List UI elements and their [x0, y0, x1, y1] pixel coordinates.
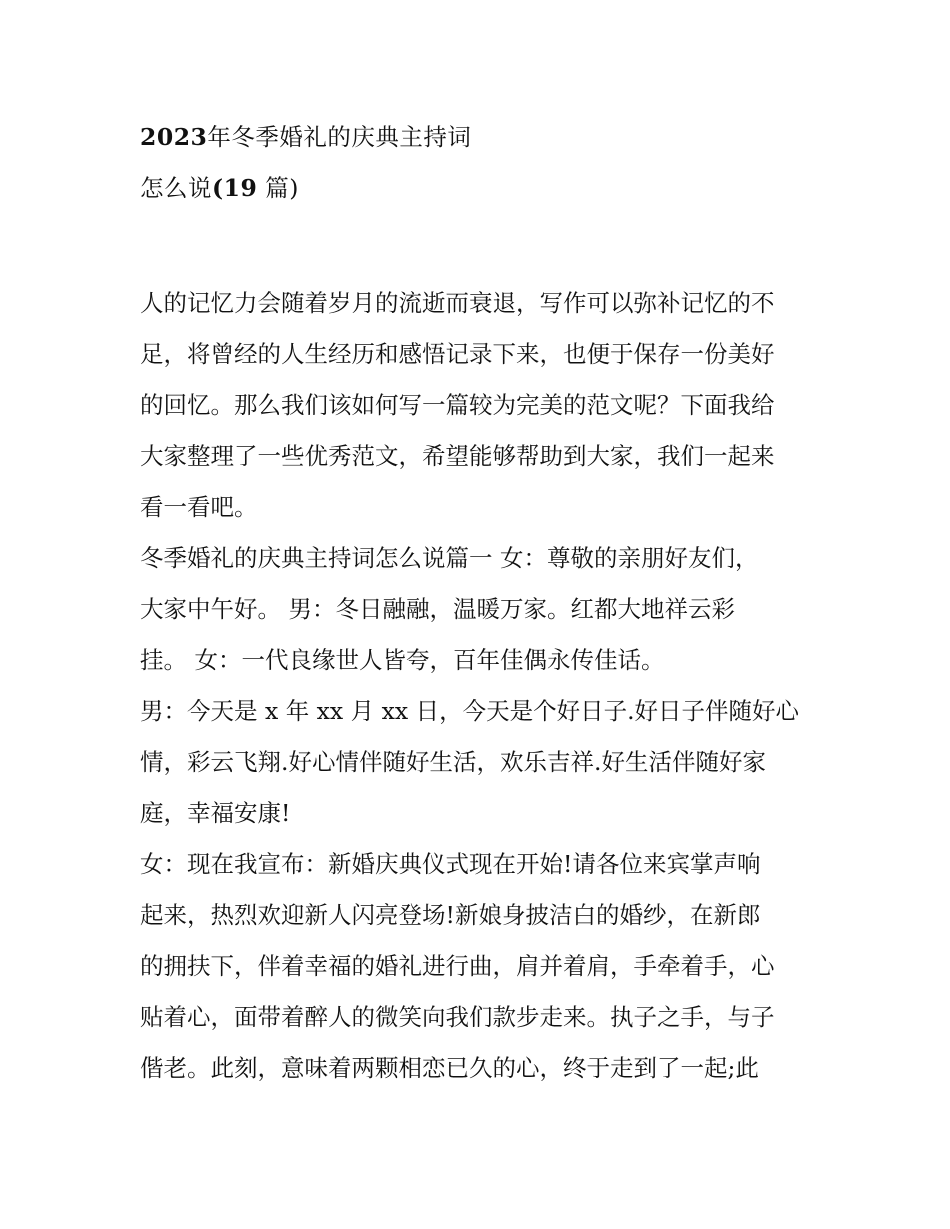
- text-line: 男：今天是 x 年 xx 月 xx 日，今天是个好日子.好日子伴随好心: [140, 697, 800, 725]
- title-text-1: 年冬季婚礼的庆典主持词: [207, 123, 472, 151]
- text-line: 看一看吧。: [140, 493, 258, 521]
- text-line: 大家整理了一些优秀范文，希望能够帮助到大家，我们一起来: [140, 442, 775, 470]
- text-line: 女：现在我宣布：新婚庆典仪式现在开始!请各位来宾掌声响: [140, 850, 761, 878]
- text-line: 大家中午好。 男：冬日融融，温暖万家。红都大地祥云彩: [140, 595, 735, 623]
- text-line: 偕老。此刻，意味着两颗相恋已久的心，终于走到了一起;此: [140, 1054, 759, 1082]
- paragraph-male-host: [140, 686, 820, 839]
- text-line: 庭，幸福安康!: [140, 799, 291, 827]
- title-line-2: [140, 163, 830, 214]
- document-body: [140, 278, 820, 1094]
- title-year: 2023: [140, 123, 208, 151]
- text-line: 贴着心，面带着醉人的微笑向我们款步走来。执子之手，与子: [140, 1003, 775, 1031]
- text-line: 足，将曾经的人生经历和感悟记录下来，也便于保存一份美好: [140, 340, 775, 368]
- paragraph-female-host: [140, 839, 820, 1094]
- text-line: 起来，热烈欢迎新人闪亮登场!新娘身披洁白的婚纱，在新郎: [140, 901, 761, 929]
- title-text-2: 怎么说: [140, 174, 212, 202]
- title-line-1: [140, 112, 830, 163]
- paragraph-intro: [140, 278, 820, 533]
- text-line: 冬季婚礼的庆典主持词怎么说篇一 女：尊敬的亲朋好友们，: [140, 544, 759, 572]
- text-line: 的拥扶下，伴着幸福的婚礼进行曲，肩并着肩，手牵着手，心: [140, 952, 775, 980]
- text-line: 人的记忆力会随着岁月的流逝而衰退，写作可以弥补记忆的不: [140, 289, 775, 317]
- paragraph-section-one: [140, 533, 820, 686]
- page-title: [140, 112, 830, 214]
- text-line: 情，彩云飞翔.好心情伴随好生活，欢乐吉祥.好生活伴随好家: [140, 748, 766, 776]
- title-text-3: 篇): [257, 174, 299, 202]
- text-line: 挂。 女：一代良缘世人皆夸，百年佳偶永传佳话。: [140, 646, 665, 674]
- text-line: 的回忆。那么我们该如何写一篇较为完美的范文呢？下面我给: [140, 391, 775, 419]
- title-count: (19: [212, 174, 258, 202]
